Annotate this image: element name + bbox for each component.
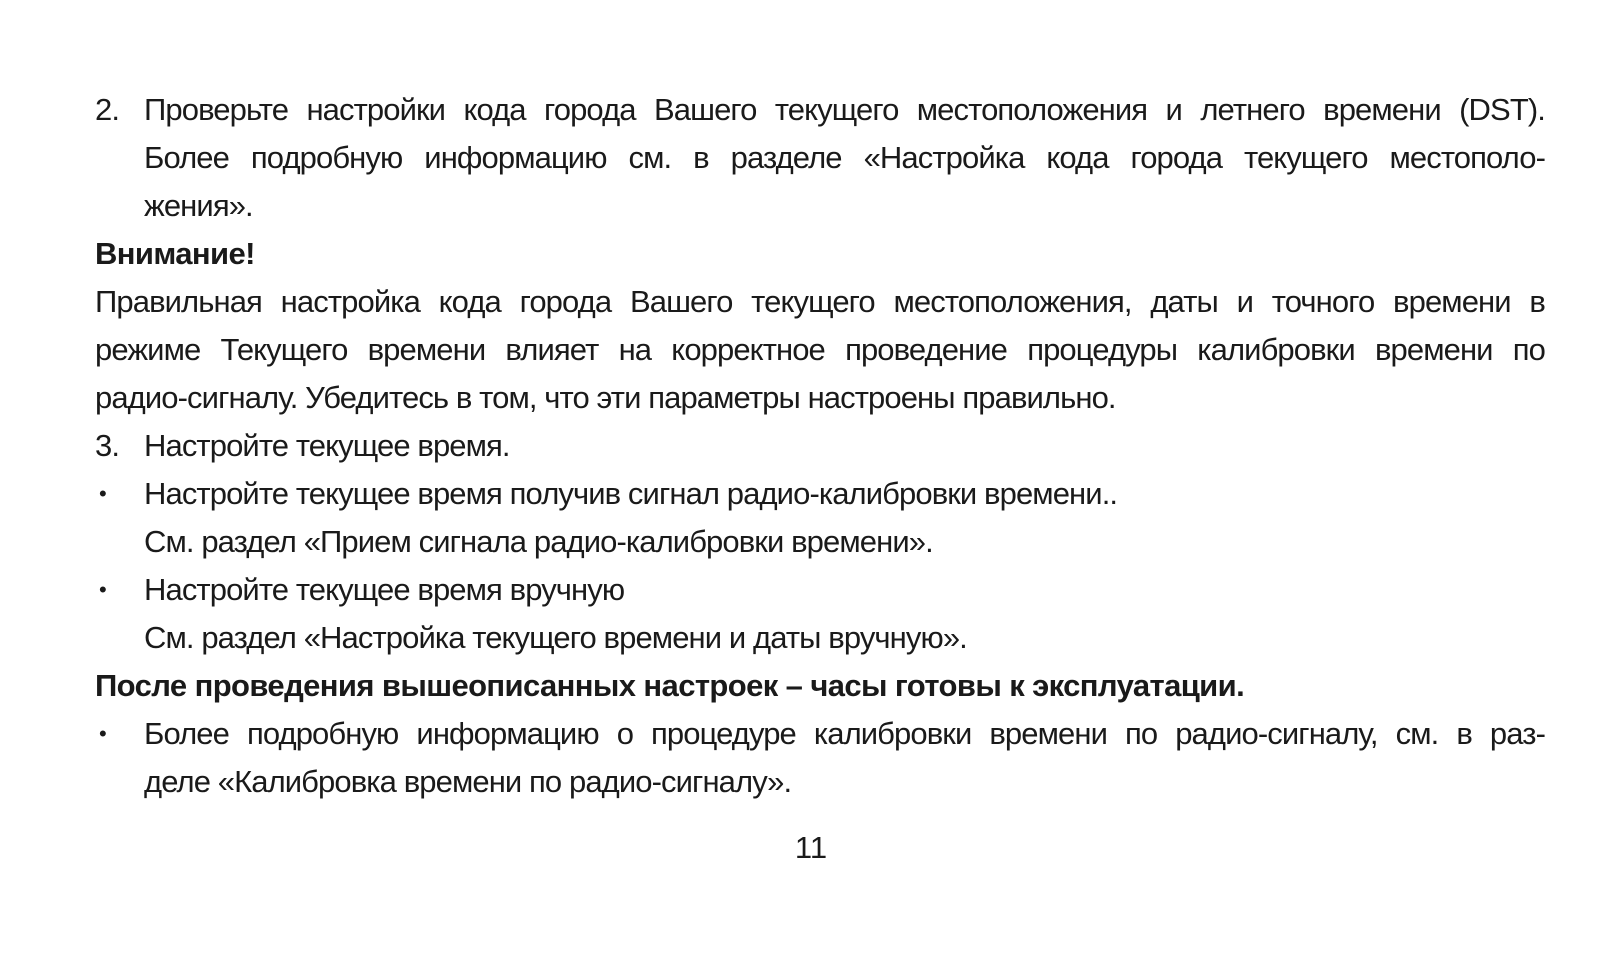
ready-statement: После проведения вышеописанных настроек – часы готовы к эксплуатации.: [95, 668, 1245, 703]
step-2-line-1: Проверьте настройки кода города Вашего текущего местоположения и летнего времени (DST).: [144, 92, 1545, 127]
bullet-item-radio: [95, 470, 1545, 518]
bullet-radio-text: Настройте текущее время получив сигнал радио-калибровки времени..: [144, 476, 1118, 511]
bullet-radio-note: См. раздел «Прием сигнала радио-калибровки времени».: [144, 524, 933, 559]
bullet-calibration-line-2: деле «Калибровка времени по радио-сигналу».: [144, 764, 792, 799]
step-2-line-2: Более подробную информацию см. в разделе «Настройка кода города текущего местополо-: [144, 140, 1545, 175]
step-2-line-3: жения».: [144, 188, 253, 223]
bullet-manual-text: Настройте текущее время вручную: [144, 572, 625, 607]
step-3-number: 3.: [95, 428, 120, 463]
bullet-item-calibration: [95, 710, 1545, 806]
manual-page: [95, 86, 1545, 806]
bullet-icon: •: [99, 577, 106, 602]
step-3-text: Настройте текущее время.: [144, 428, 510, 463]
step-2: [95, 86, 1545, 230]
step-2-number: 2.: [95, 92, 120, 127]
attention-heading: Внимание!: [95, 236, 255, 271]
attention-line-1: Правильная настройка кода города Вашего текущего местоположения, даты и точного времени в: [95, 284, 1545, 319]
bullet-item-manual: [95, 566, 1545, 614]
bullet-icon: •: [99, 721, 106, 746]
page-number: 11: [794, 830, 828, 865]
attention-line-2: режиме Текущего времени влияет на корректное проведение процедуры калибровки времени по: [95, 332, 1545, 367]
bullet-calibration-line-1: Более подробную информацию о процедуре калибровки времени по радио-сигналу, см. в раз-: [144, 716, 1545, 751]
bullet-manual-note: См. раздел «Настройка текущего времени и даты вручную».: [144, 620, 967, 655]
step-3: [95, 422, 1545, 470]
attention-line-3: радио-сигналу. Убедитесь в том, что эти параметры настроены правильно.: [95, 380, 1116, 415]
bullet-icon: •: [99, 481, 106, 506]
attention-paragraph: [95, 278, 1545, 422]
